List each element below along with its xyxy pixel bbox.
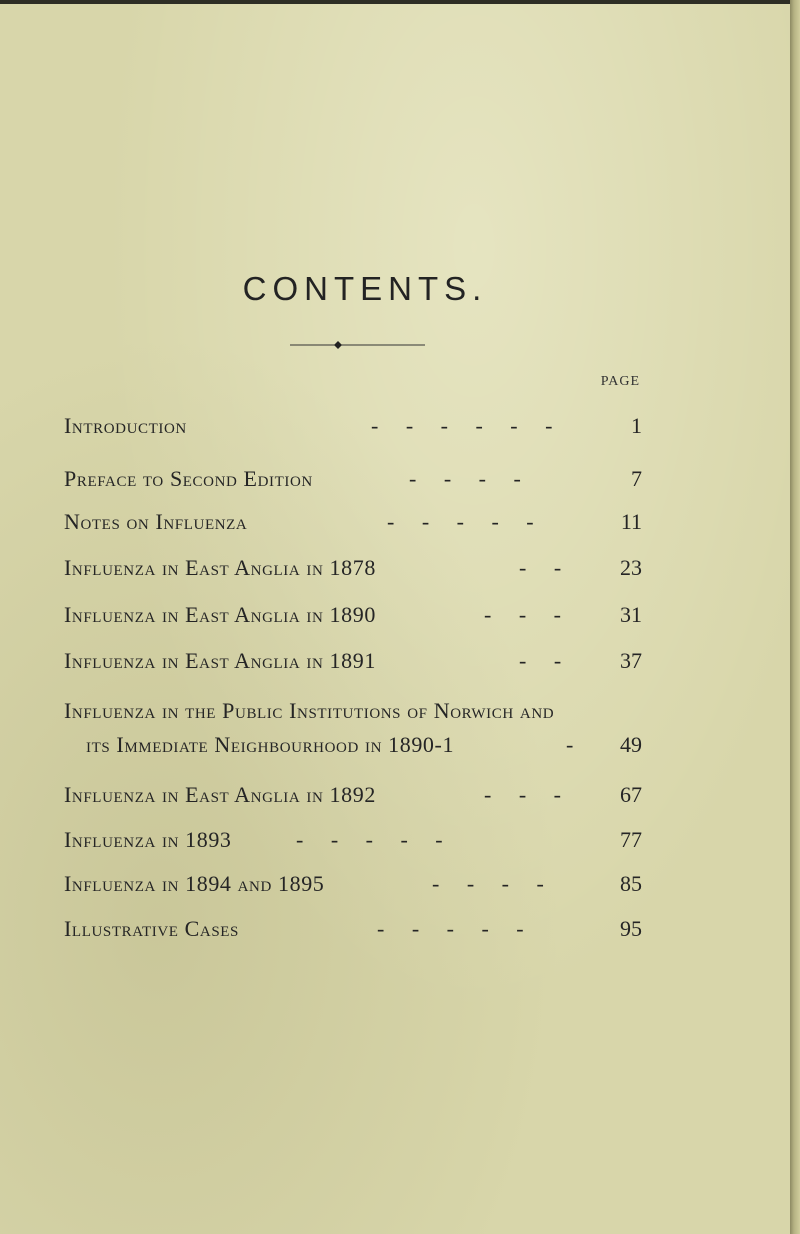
toc-entry-title: Influenza in the Public Institutions of Norwich and bbox=[64, 698, 555, 723]
dot-leader: - - - - - bbox=[387, 509, 534, 534]
toc-entry-page: 1 bbox=[631, 413, 642, 438]
toc-entry-page: 23 bbox=[620, 555, 642, 580]
toc-entry-page: 7 bbox=[631, 466, 642, 491]
toc-entry-page: 11 bbox=[620, 509, 642, 534]
toc-entry-page: 77 bbox=[620, 827, 642, 852]
toc-entry-title: Influenza in East Anglia in 1891 bbox=[64, 648, 376, 673]
toc-entry-title: Notes on Influenza bbox=[64, 509, 248, 534]
toc-entry-title: Influenza in East Anglia in 1878 bbox=[64, 555, 376, 580]
dot-leader: - bbox=[566, 732, 574, 757]
dot-leader: - - bbox=[519, 648, 562, 673]
toc-entry-page: 31 bbox=[620, 602, 642, 627]
page-column-label: PAGE bbox=[600, 374, 640, 389]
dot-leader: - - - - bbox=[409, 466, 521, 491]
dot-leader: - - - bbox=[484, 782, 561, 807]
toc-entry bbox=[64, 697, 642, 761]
toc-entry-title: Introduction bbox=[64, 413, 187, 438]
dot-leader: - - - bbox=[484, 602, 561, 627]
diamond-ornament-icon bbox=[290, 339, 425, 351]
page-edge-shadow bbox=[790, 0, 800, 1234]
dot-leader: - - bbox=[519, 555, 562, 580]
toc-entry-title: Preface to Second Edition bbox=[64, 466, 313, 491]
toc-entry-title: Influenza in East Anglia in 1892 bbox=[64, 782, 376, 807]
toc-entry-page: 85 bbox=[620, 871, 642, 896]
top-border-rule bbox=[0, 0, 790, 4]
page-title: CONTENTS. bbox=[242, 270, 488, 307]
dot-leader: - - - - - - bbox=[371, 413, 553, 438]
toc-entry-page: 49 bbox=[620, 732, 642, 757]
toc-entry-page: 67 bbox=[620, 782, 642, 807]
toc-entry-title: Illustrative Cases bbox=[64, 916, 239, 941]
toc-entry-page: 95 bbox=[620, 916, 642, 941]
toc-entry-title: Influenza in 1894 and 1895 bbox=[64, 871, 325, 896]
toc-entry-title: Influenza in East Anglia in 1890 bbox=[64, 602, 376, 627]
dot-leader: - - - - bbox=[432, 871, 544, 896]
dot-leader: - - - - - bbox=[377, 916, 524, 941]
toc-entry-page: 37 bbox=[620, 648, 642, 673]
toc-entry-title-continued: its Immediate Neighbourhood in 1890-1 bbox=[86, 732, 455, 757]
toc-entry-title: Influenza in 1893 bbox=[64, 827, 232, 852]
dot-leader: - - - - - bbox=[296, 827, 443, 852]
